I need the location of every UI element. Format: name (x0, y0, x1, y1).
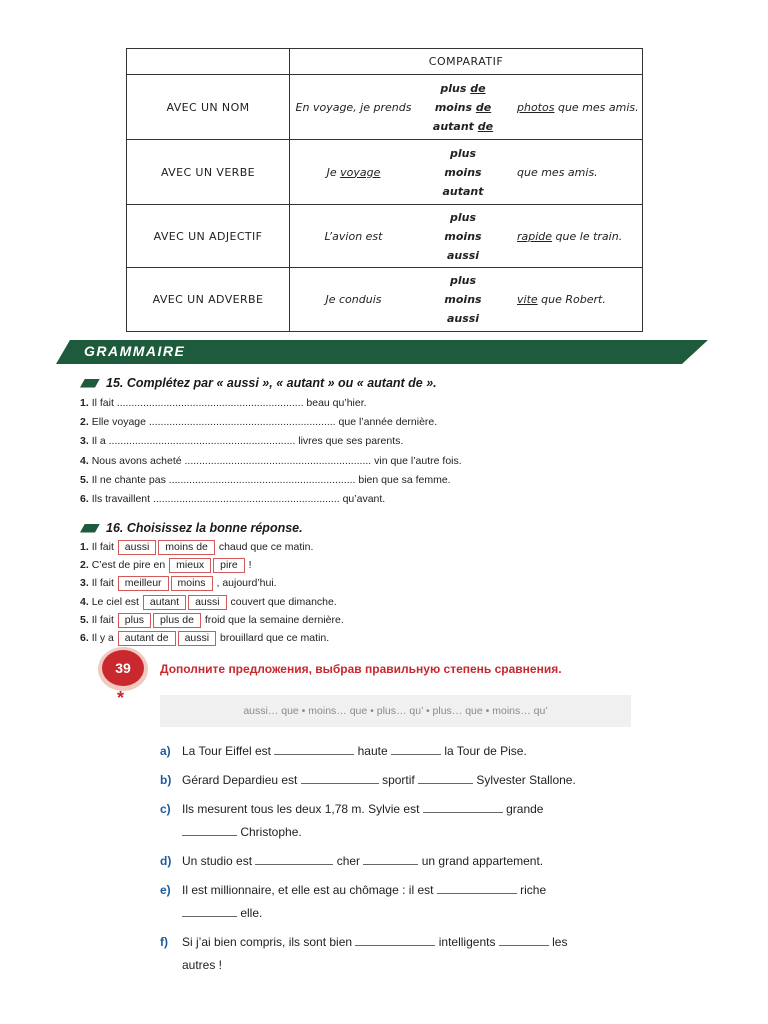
row-end: rapide que le train. (517, 229, 623, 243)
table-header-row (127, 49, 643, 75)
banner-title: GRAMMAIRE (84, 343, 186, 359)
blank-line[interactable] (274, 742, 354, 755)
blank-line[interactable] (255, 852, 333, 865)
choice-option[interactable]: mieux (169, 558, 211, 573)
row-subject: Je voyage (326, 165, 381, 179)
list-item: a) La Tour Eiffel est haute la Tour de Pise. (160, 744, 527, 758)
row-words: plus de moins de autant de (432, 81, 494, 133)
row-words: plus moins autant (442, 146, 484, 198)
blank-dots[interactable]: ................................................................ (116, 397, 304, 409)
blank-line[interactable] (363, 852, 418, 865)
choice-option[interactable]: moins de (158, 540, 215, 555)
blank-dots[interactable]: ................................................................ (168, 473, 356, 486)
list-item: 4. Nous avons acheté ................................................................ vin que l’autre fois. (80, 454, 462, 467)
list-item: 1. Il fait aussi moins de chaud que ce matin. (80, 541, 314, 553)
row-label: AVEC UN ADVERBE (127, 268, 290, 332)
list-item: d) Un studio est cher un grand appartement. (160, 854, 544, 868)
blank-line[interactable] (182, 823, 237, 836)
row-end: que mes amis. (517, 165, 598, 179)
row-label: AVEC UN NOM (127, 75, 290, 140)
blank-line[interactable] (499, 933, 549, 946)
exercise-15-list (80, 394, 462, 509)
exercise-16-title: 16. Choisissez la bonne réponse. (80, 521, 303, 535)
comparatif-table (126, 48, 643, 332)
row-label: AVEC UN VERBE (127, 140, 290, 205)
row-end: photos que mes amis. (517, 100, 639, 114)
table-row (127, 205, 643, 268)
list-item: b) Gérard Depardieu est sportif Sylvester Stallone. (160, 773, 576, 787)
exercise-number: 39 (102, 650, 144, 686)
list-item: 5. Il fait plus plus de froid que la semaine dernière. (80, 613, 344, 626)
list-item: 6. Ils travaillent ................................................................ qu’avant. (80, 492, 386, 505)
choice-option[interactable]: plus (118, 613, 151, 628)
table-corner-cell (127, 49, 290, 75)
choice-option[interactable]: meilleur (118, 576, 169, 591)
exercise-39-list (160, 740, 600, 977)
row-subject: L’avion est (324, 229, 383, 243)
blank-dots[interactable]: ................................................................ (108, 435, 296, 448)
choice-option[interactable]: moins (171, 576, 213, 591)
blank-dots[interactable]: ................................................................ (184, 454, 372, 467)
row-label: AVEC UN ADJECTIF (127, 205, 290, 268)
list-item: c) Ils mesurent tous les deux 1,78 m. Sylvie est grande Christophe. (160, 802, 544, 839)
section-marker-icon (80, 524, 100, 533)
blank-line[interactable] (355, 933, 435, 946)
difficulty-star-icon: * (117, 688, 125, 708)
table-row (127, 75, 643, 140)
choice-option[interactable]: pire (213, 558, 245, 573)
exercise-16-list (80, 538, 344, 647)
list-item: f) Si j’ai bien compris, ils sont bien intelligents les autres ! (160, 935, 568, 972)
row-subject: Je conduis (325, 293, 382, 306)
row-subject: En voyage, je prends (295, 100, 412, 114)
list-item: 3. Il a ................................................................ livres que ses parents. (80, 435, 404, 448)
list-item: 6. Il y a autant de aussi brouillard que ce matin. (80, 631, 330, 644)
row-words: plus moins aussi (444, 274, 482, 325)
choice-option[interactable]: plus de (153, 613, 201, 628)
word-bank: aussi… que • moins… que • plus… qu’ • plus… que • moins… qu’ (160, 695, 631, 727)
list-item: 5. Il ne chante pas ................................................................ bien que sa femme. (80, 473, 451, 486)
choice-option[interactable]: aussi (118, 540, 157, 555)
choice-option[interactable]: aussi (188, 595, 227, 610)
exercise-15-title: 15. Complétez par « aussi », « autant » ou « autant de ». (80, 376, 437, 390)
list-item: 1. Il fait ................................................................ beau qu’hier. (80, 397, 367, 409)
list-item: 2. Elle voyage ................................................................ que l’année dernière. (80, 416, 438, 429)
blank-dots[interactable]: ................................................................ (152, 492, 340, 505)
blank-line[interactable] (182, 904, 237, 917)
table-row (127, 268, 643, 332)
row-words: plus moins aussi (444, 210, 482, 262)
table-header-comparatif: COMPARATIF (290, 49, 643, 75)
choice-option[interactable]: autant (143, 595, 186, 610)
row-end: vite que Robert. (517, 293, 606, 306)
blank-line[interactable] (301, 771, 379, 784)
table-row (127, 140, 643, 205)
list-item: 4. Le ciel est autant aussi couvert que dimanche. (80, 595, 337, 608)
choice-option[interactable]: autant de (118, 631, 176, 646)
list-item: e) Il est millionnaire, et elle est au chômage : il est riche elle. (160, 883, 547, 920)
blank-line[interactable] (391, 742, 441, 755)
blank-dots[interactable]: ................................................................ (148, 416, 336, 429)
list-item: 2. C’est de pire en mieux pire ! (80, 559, 252, 572)
blank-line[interactable] (418, 771, 473, 784)
list-item: 3. Il fait meilleur moins , aujourd’hui. (80, 577, 277, 590)
exercise-39-instruction: Дополните предложения, выбрав правильную степень сравнения. (160, 662, 562, 676)
blank-line[interactable] (423, 800, 503, 813)
blank-line[interactable] (437, 881, 517, 894)
section-marker-icon (80, 379, 100, 388)
choice-option[interactable]: aussi (178, 631, 217, 646)
